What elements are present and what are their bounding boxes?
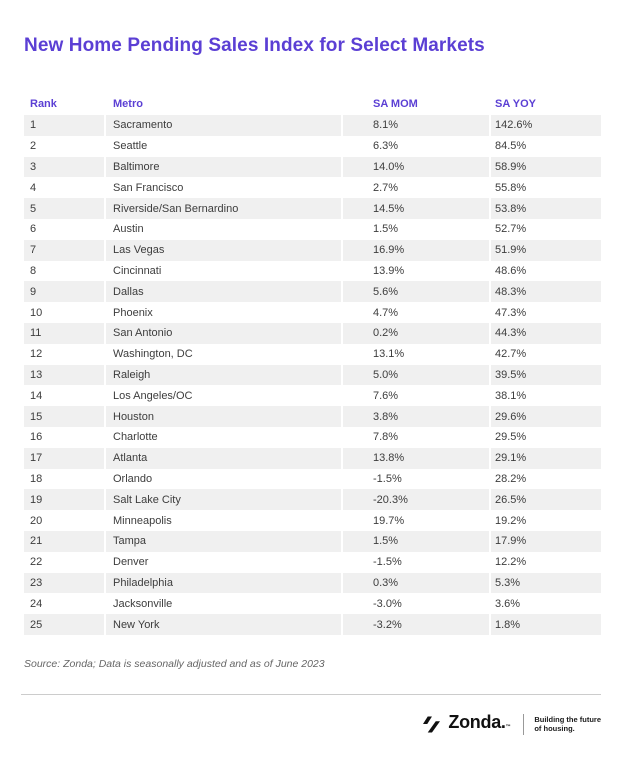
sa-yoy-cell: 55.8% [495,181,527,194]
metro-cell: Los Angeles/OC [113,389,193,402]
rank-cell: 9 [24,281,104,302]
rank-cell: 12 [30,348,43,361]
rank-cell: 15 [24,406,104,427]
sa-mom-cell: 6.3% [373,140,399,153]
rank-cell: 21 [24,531,104,552]
table-row [24,552,601,573]
rank-cell: 6 [30,223,37,236]
sa-mom-cell: 7.8% [373,431,399,444]
sa-yoy-cell: 51.9% [491,240,601,261]
sa-yoy-cell: 12.2% [495,556,527,569]
sa-yoy-cell: 84.5% [495,140,527,153]
sa-yoy-cell: 47.3% [495,306,527,319]
table-row [24,406,601,427]
sa-yoy-cell: 38.1% [495,389,527,402]
page-title: New Home Pending Sales Index for Select Markets [24,35,485,56]
sa-yoy-cell: 29.5% [495,431,527,444]
metro-cell: Orlando [113,472,153,485]
sa-mom-cell: 16.9% [343,240,489,261]
sa-mom-cell: 1.5% [343,531,489,552]
rank-cell: 14 [30,389,43,402]
table-row [24,573,601,594]
rank-cell: 23 [24,573,104,594]
sa-mom-cell: 5.0% [343,365,489,386]
rank-cell: 3 [24,157,104,178]
column-header-rank: Rank [30,97,57,110]
sa-yoy-cell: 142.6% [491,115,601,136]
metro-cell: Las Vegas [106,240,341,261]
footer-logo-lockup [0,713,601,737]
metro-cell: Cincinnati [113,264,162,277]
rank-cell: 4 [30,181,37,194]
sa-yoy-cell: 29.1% [491,448,601,469]
table-row [24,323,601,344]
table-row [24,157,601,178]
table-row [24,344,601,365]
metro-cell: Tampa [106,531,341,552]
report-page [0,35,624,779]
metro-cell: Sacramento [106,115,341,136]
brand-tagline [534,716,601,733]
sa-yoy-cell: 3.6% [495,597,521,610]
sa-yoy-cell: 28.2% [495,472,527,485]
table-row [24,448,601,469]
metro-cell: Philadelphia [106,573,341,594]
logo-divider-line [523,714,524,735]
rank-cell: 22 [30,556,43,569]
table-row [24,427,601,448]
sa-yoy-cell: 48.6% [495,264,527,277]
sa-mom-cell: 19.7% [373,514,405,527]
sa-mom-cell: -1.5% [373,556,402,569]
rank-cell: 11 [24,323,104,344]
sa-mom-cell: 14.5% [343,198,489,219]
metro-cell: Baltimore [106,157,341,178]
rank-cell: 19 [24,489,104,510]
sa-yoy-cell: 48.3% [491,281,601,302]
metro-cell: Minneapolis [113,514,172,527]
rank-cell: 25 [24,614,104,635]
metro-cell: Denver [113,556,149,569]
rank-cell: 17 [24,448,104,469]
zonda-double-slash-icon [423,716,440,733]
table-row [24,469,601,490]
table-row [24,614,601,635]
rank-cell: 18 [30,472,43,485]
sa-mom-cell: -3.0% [373,597,402,610]
sa-mom-cell: 13.8% [343,448,489,469]
rank-cell: 2 [30,140,37,153]
rank-cell: 8 [30,264,37,277]
metro-cell: Salt Lake City [106,489,341,510]
table-header-row [24,94,601,113]
sa-mom-cell: 4.7% [373,306,399,319]
sa-mom-cell: 0.3% [343,573,489,594]
sa-mom-cell: 14.0% [343,157,489,178]
column-header-metro: Metro [113,97,143,110]
table-row [24,302,601,323]
metro-cell: Austin [113,223,144,236]
sa-yoy-cell: 58.9% [491,157,601,178]
sa-mom-cell: 13.1% [373,348,405,361]
sa-mom-cell: 2.7% [373,181,399,194]
metro-cell: San Francisco [113,181,184,194]
sa-yoy-cell: 17.9% [491,531,601,552]
rank-cell: 10 [30,306,43,319]
rank-cell: 1 [24,115,104,136]
sa-yoy-cell: 52.7% [495,223,527,236]
table-row [24,385,601,406]
metro-cell: San Antonio [106,323,341,344]
table-row [24,115,601,136]
metro-cell: Dallas [106,281,341,302]
table-row [24,136,601,157]
metro-cell: Phoenix [113,306,153,319]
rank-cell: 20 [30,514,43,527]
column-header-sa-mom: SA MOM [373,97,418,110]
sa-yoy-cell: 42.7% [495,348,527,361]
metro-cell: Riverside/San Bernardino [106,198,341,219]
metro-cell: Atlanta [106,448,341,469]
table-row [24,219,601,240]
sa-mom-cell: -3.2% [343,614,489,635]
pending-sales-table [24,94,601,635]
table-row [24,489,601,510]
sa-yoy-cell: 44.3% [491,323,601,344]
table-row [24,531,601,552]
table-row [24,281,601,302]
table-row [24,510,601,531]
table-row [24,240,601,261]
metro-cell: Jacksonville [113,597,173,610]
metro-cell: Washington, DC [113,348,193,361]
sa-mom-cell: 0.2% [343,323,489,344]
metro-cell: Houston [106,406,341,427]
footer-divider [21,694,601,695]
table-body [24,115,601,635]
sa-yoy-cell: 1.8% [491,614,601,635]
rank-cell: 24 [30,597,43,610]
sa-mom-cell: 13.9% [373,264,405,277]
tagline-line-1: Building the future [534,715,601,725]
sa-mom-cell: -20.3% [343,489,489,510]
sa-yoy-cell: 53.8% [491,198,601,219]
metro-cell: Charlotte [113,431,158,444]
metro-cell: Seattle [113,140,148,153]
sa-mom-cell: -1.5% [373,472,402,485]
sa-mom-cell: 8.1% [343,115,489,136]
source-note: Source: Zonda; Data is seasonally adjusted and as of June 2023 [24,657,325,670]
sa-mom-cell: 3.8% [343,406,489,427]
table-row [24,177,601,198]
rank-cell: 13 [24,365,104,386]
tagline-line-2: of housing. [534,723,575,733]
sa-mom-cell: 1.5% [373,223,399,236]
rank-cell: 16 [30,431,43,444]
sa-yoy-cell: 26.5% [491,489,601,510]
metro-cell: New York [106,614,341,635]
trademark-symbol: ™ [505,723,511,730]
sa-mom-cell: 7.6% [373,389,399,402]
sa-yoy-cell: 19.2% [495,514,527,527]
sa-yoy-cell: 39.5% [491,365,601,386]
sa-mom-cell: 5.6% [343,281,489,302]
metro-cell: Raleigh [106,365,341,386]
brand-wordmark: Zonda.™ [448,711,511,732]
rank-cell: 5 [24,198,104,219]
rank-cell: 7 [24,240,104,261]
table-row [24,198,601,219]
sa-yoy-cell: 5.3% [491,573,601,594]
table-row [24,593,601,614]
table-row [24,365,601,386]
table-row [24,261,601,282]
column-header-sa-yoy: SA YOY [495,97,536,110]
sa-yoy-cell: 29.6% [491,406,601,427]
